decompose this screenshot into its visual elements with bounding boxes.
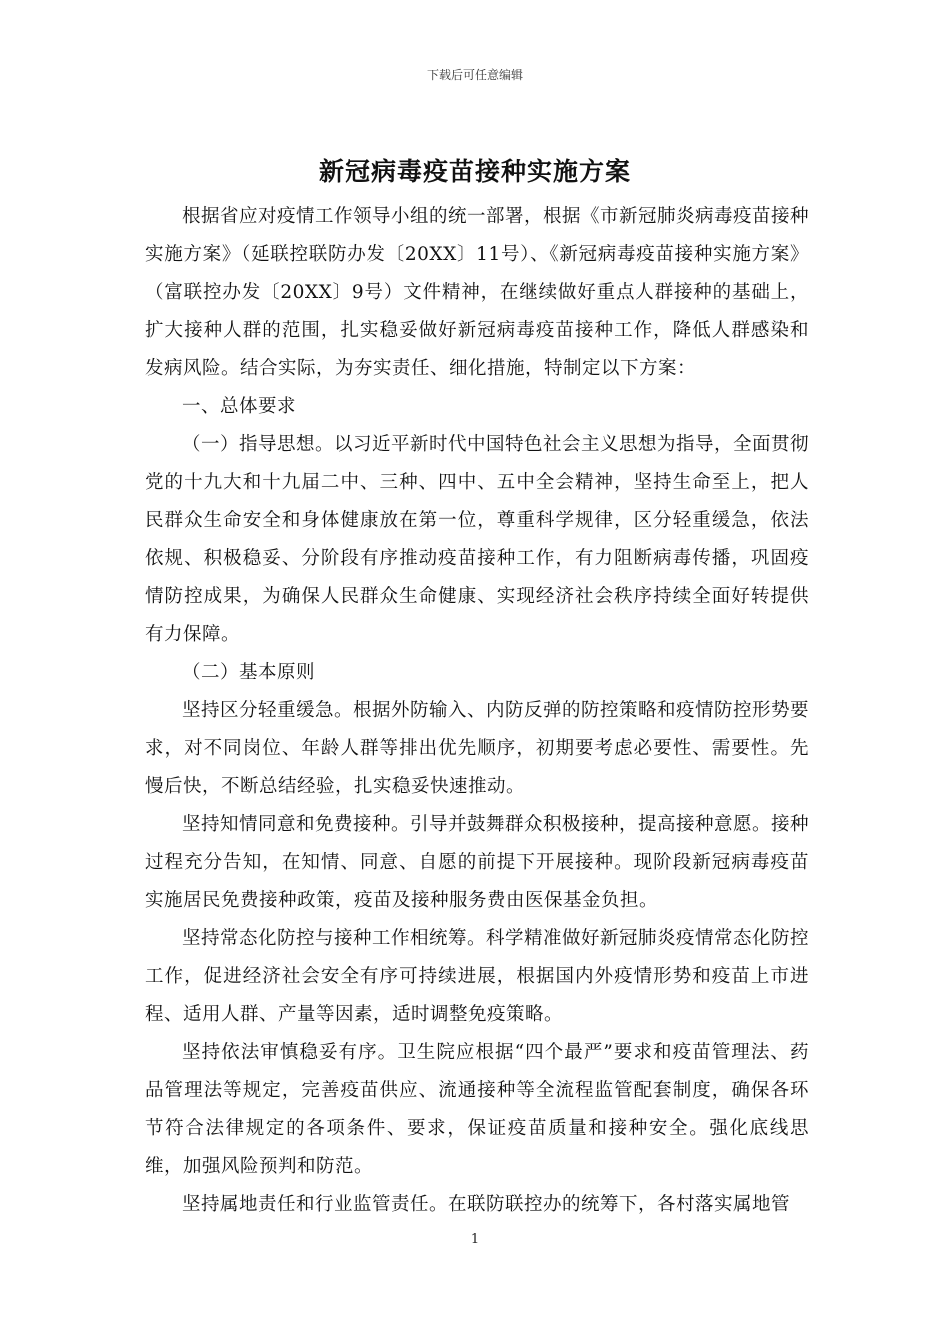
paragraph-principle-legal: 坚持依法审慎稳妥有序。卫生院应根据“四个最严”要求和疫苗管理法、药品管理法等规定，完善疫苗供应、流通接种等全流程监管配套制度，确保各环节符合法律规定的各项条件、要求，保证疫苗质量和接种安全。强化底线思维，加强风险预判和防范。 bbox=[145, 1042, 809, 1177]
page-header: 下载后可任意编辑 bbox=[426, 68, 523, 82]
page-number: 1 bbox=[470, 1232, 480, 1247]
paragraph-guiding-thought: （一）指导思想。以习近平新时代中国特色社会主义思想为指导，全面贯彻党的十九大和十九届二中、三种、四中、五中全会精神，坚持生命至上，把人民群众生命安全和身体健康放在第一位，尊重科学规律，区分轻重缓急，依法依规、积极稳妥、分阶段有序推动疫苗接种工作，有力阻断病毒传播，巩固疫情防控成果，为确保人民群众生命健康、实现经济社会秩序持续全面好转提供有力保障。 bbox=[145, 434, 810, 645]
paragraph-principle-coordination: 坚持常态化防控与接种工作相统筹。科学精准做好新冠肺炎疫情常态化防控工作，促进经济社会安全有序可持续进展，根据国内外疫情形势和疫苗上市进程、适用人群、产量等因素，适时调整免疫策略。 bbox=[145, 928, 810, 1025]
document-body bbox=[145, 198, 809, 1224]
paragraph-principle-consent: 坚持知情同意和免费接种。引导并鼓舞群众积极接种，提高接种意愿。接种过程充分告知，在知情、同意、自愿的前提下开展接种。现阶段新冠病毒疫苗实施居民免费接种政策，疫苗及接种服务费由医保基金负担。 bbox=[145, 814, 810, 911]
paragraph-principle-priority: 坚持区分轻重缓急。根据外防输入、内防反弹的防控策略和疫情防控形势要求，对不同岗位、年龄人群等排出优先顺序，初期要考虑必要性、需要性。先慢后快，不断总结经验，扎实稳妥快速推动。 bbox=[145, 700, 810, 797]
paragraph-intro: 根据省应对疫情工作领导小组的统一部署，根据《市新冠肺炎病毒疫苗接种实施方案》（延联控联防办发〔20XX〕11号）、《新冠病毒疫苗接种实施方案》（富联控办发〔20XX〕9号）文件精神，在继续做好重点人群接种的基础上，扩大接种人群的范围，扎实稳妥做好新冠病毒疫苗接种工作，降低人群感染和发病风险。结合实际，为夯实责任、细化措施，特制定以下方案： bbox=[145, 206, 810, 379]
subsection-heading-principles: （二）基本原则 bbox=[182, 662, 316, 683]
paragraph-principle-responsibility: 坚持属地责任和行业监管责任。在联防联控办的统筹下，各村落实属地管 bbox=[182, 1194, 791, 1215]
document-title: 新冠病毒疫苗接种实施方案 bbox=[318, 157, 631, 186]
section-heading-1: 一、总体要求 bbox=[182, 396, 297, 417]
